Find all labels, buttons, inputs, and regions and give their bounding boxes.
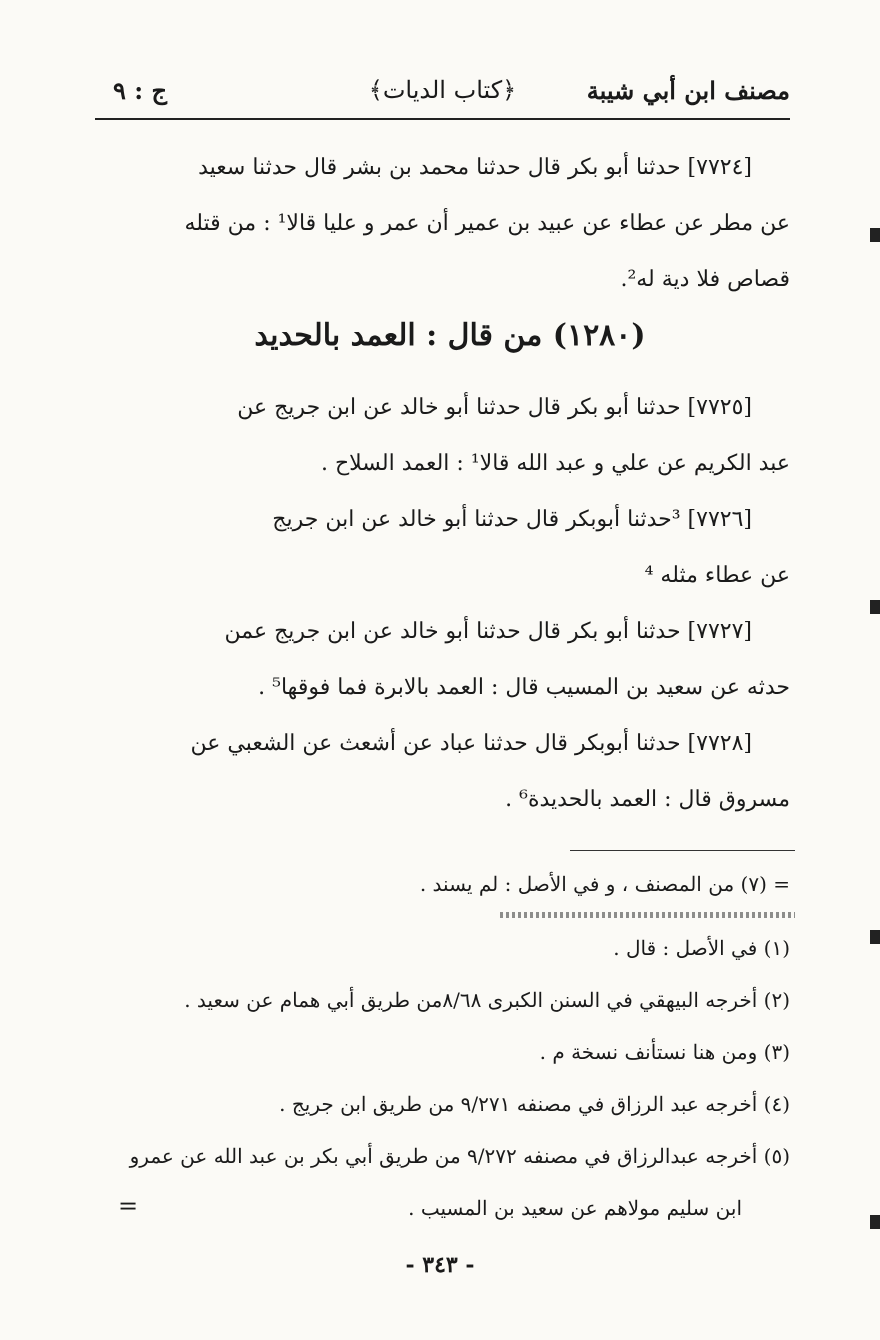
hadith-line: قصاص فلا دية له². <box>620 267 790 292</box>
hadith-line: حدثه عن سعيد بن المسيب قال : العمد بالابرة فما فوقها⁵ . <box>258 675 790 700</box>
footnote: (٤) أخرجه عبد الرزاق في مصنفه ٩/٢٧١ من طريق ابن جريج . <box>279 1092 790 1116</box>
hadith-line: [٧٧٢٤] حدثنا أبو بكر قال حدثنا محمد بن بشر قال حدثنا سعيد <box>198 155 752 180</box>
footnote-separator <box>500 912 795 918</box>
hadith-line: عن مطر عن عطاء عن عبيد بن عمير أن عمر و عليا قالا¹ : من قتله <box>184 211 790 236</box>
margin-mark <box>870 930 880 944</box>
margin-mark <box>870 228 880 242</box>
volume-number: ج : ٩ <box>113 76 167 105</box>
header-rule <box>95 118 790 120</box>
section-heading: (١٢٨٠) من قال : العمد بالحديد <box>254 318 646 353</box>
hadith-line: مسروق قال : العمد بالحديدة⁶ . <box>505 787 790 812</box>
hadith-line: [٧٧٢٦] ³حدثنا أبوبكر قال حدثنا أبو خالد عن ابن جريج <box>272 507 752 532</box>
footnotes-list <box>100 922 790 1234</box>
footnote: (٢) أخرجه البيهقي في السنن الكبرى ٨/٦٨من طريق أبي همام عن سعيد . <box>184 988 790 1012</box>
page-header <box>95 72 790 116</box>
hadith-line: [٧٧٢٧] حدثنا أبو بكر قال حدثنا أبو خالد عن ابن جريج عمن <box>224 619 752 644</box>
footnote: (٥) أخرجه عبدالرزاق في مصنفه ٩/٢٧٢ من طريق أبي بكر بن عبد الله عن عمرو <box>129 1144 790 1168</box>
hadith-line: عن عطاء مثله ⁴ <box>644 563 790 588</box>
hadith-line: [٧٧٢٥] حدثنا أبو بكر قال حدثنا أبو خالد عن ابن جريج عن <box>237 395 752 420</box>
hadith-line: [٧٧٢٨] حدثنا أبوبكر قال حدثنا عباد عن أشعث عن الشعبي عن <box>190 731 752 756</box>
footnote: (٣) ومن هنا نستأنف نسخة م . <box>539 1040 790 1064</box>
top-paragraphs <box>110 140 790 308</box>
footnote: (١) في الأصل : قال . <box>613 936 790 960</box>
footnote-continuation: ابن سليم مولاهم عن سعيد بن المسيب . <box>408 1196 742 1220</box>
continuation-mark: = <box>118 1192 139 1220</box>
chapter-title: ﴿كتاب الديات﴾ <box>368 76 517 104</box>
main-paragraphs <box>110 380 790 828</box>
footnote-rule <box>570 850 795 851</box>
footnote-carryover: = (٧) من المصنف ، و في الأصل : لم يسند . <box>419 872 790 896</box>
margin-mark <box>870 600 880 614</box>
page-number: - ٣٤٣ - <box>405 1252 475 1278</box>
book-title: مصنف ابن أبي شيبة <box>586 76 790 105</box>
margin-mark <box>870 1215 880 1229</box>
carryover-footnote <box>100 858 790 910</box>
hadith-line: عبد الكريم عن علي و عبد الله قالا¹ : العمد السلاح . <box>320 451 790 476</box>
